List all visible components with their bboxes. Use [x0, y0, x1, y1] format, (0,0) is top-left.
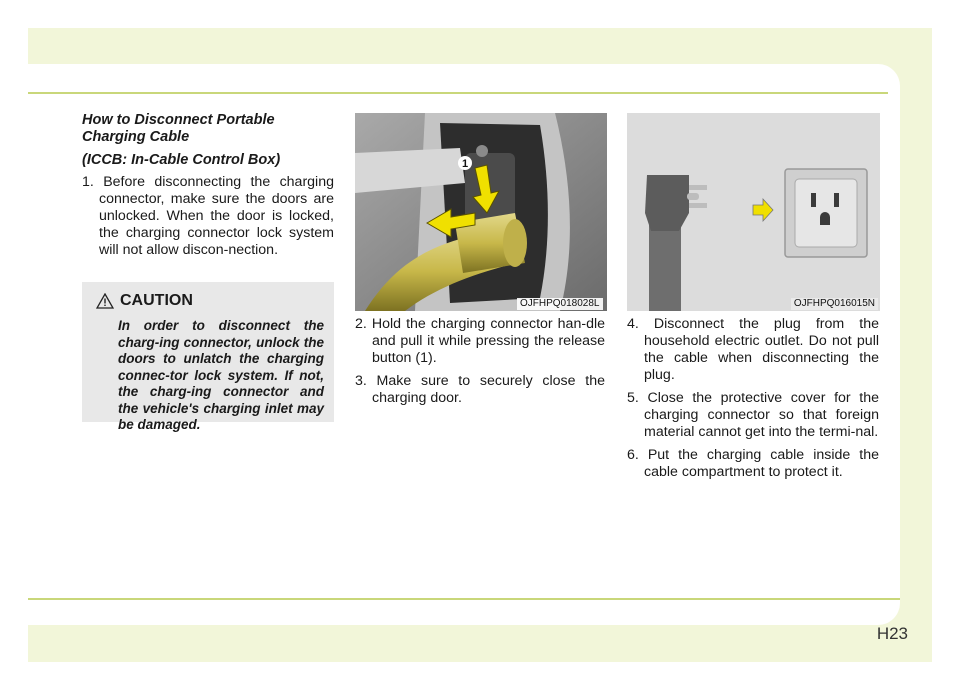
- caution-text: In order to disconnect the charg-ing connector, unlock the doors to unlatch the charging connec-tor lock system. If not, the charg-ing connector and the vehicle's charging inlet may be damaged.: [118, 318, 324, 432]
- callout-number: 1: [461, 158, 469, 170]
- column-right: [627, 316, 879, 487]
- page-number: H23: [876, 624, 908, 643]
- warning-triangle-icon: [96, 293, 114, 309]
- section-title: How to Disconnect Portable Charging Cable: [82, 112, 275, 145]
- caution-label: CAUTION: [120, 292, 193, 309]
- image-code: OJFHPQ016015N: [791, 298, 878, 310]
- step-4: 4. Disconnect the plug from the household electric outlet. Do not pull the cable when disconnecting the plug.: [627, 316, 879, 383]
- column-middle: [355, 316, 605, 413]
- connector-drawing: [355, 113, 607, 311]
- step-3: 3. Make sure to securely close the charging door.: [355, 373, 605, 406]
- image-code: OJFHPQ018028L: [517, 298, 603, 310]
- caution-header: [96, 291, 193, 311]
- step-5: 5. Close the protective cover for the charging connector so that foreign material cannot get into the termi-nal.: [627, 390, 879, 440]
- plug-drawing: [627, 113, 880, 311]
- charging-connector-illustration: [355, 113, 607, 311]
- step-6: 6. Put the charging cable inside the cable compartment to protect it.: [627, 447, 879, 480]
- step-2: 2. Hold the charging connector han-dle and pull it while pressing the release button (1).: [355, 316, 605, 366]
- caution-box: [82, 282, 334, 432]
- step-1: 1. Before disconnecting the charging connector, make sure the doors are unlocked. When the door is locked, the charging connector lock system will not allow discon-nection.: [82, 174, 334, 258]
- header-rule: [28, 92, 888, 94]
- column-left: [82, 112, 334, 265]
- section-subtitle: (ICCB: In-Cable Control Box): [82, 152, 281, 168]
- footer-rule: [28, 598, 900, 600]
- plug-outlet-illustration: [627, 113, 880, 311]
